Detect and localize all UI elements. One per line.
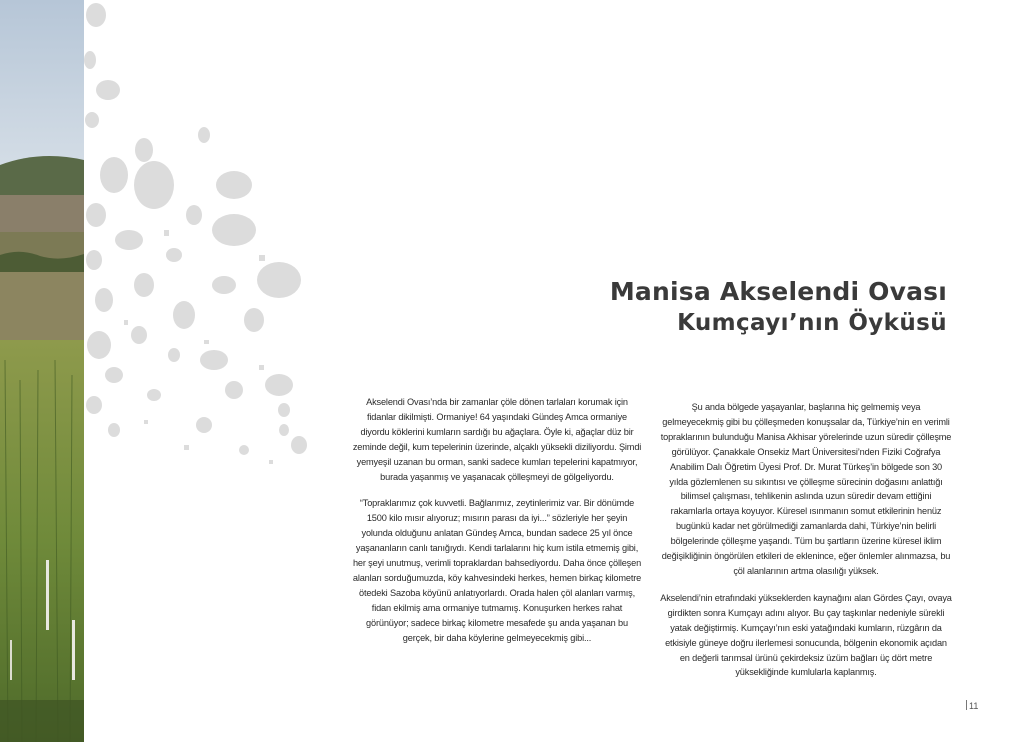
paragraph: Akselendi’nin etrafındaki yükseklerden kaynağını alan Gördes Çayı, ovaya girdikten sonra Kumçayı adını alıyor. Bu çay taşkınlar nedeniyle sürekli yatak değiştirmiş. Kumçayı’nın eski yatağındaki kumların, rüzgârın da etkisiyle güneye doğru ilerlemesi sonucunda, bölgenin ekonomik açıdan en değerli tarımsal ürünü çekirdeksiz üzüm bağları üç dört metre yüksekliğinde kumlularla kaplanmış. xyxy=(660,592,952,678)
article-title: Manisa Akselendi Ovası xyxy=(609,277,947,306)
page-number-value: 11 xyxy=(969,701,979,711)
page-number xyxy=(966,700,978,711)
article-subtitle: Kumçayı’nın Öyküsü xyxy=(677,310,947,336)
paragraph: Akselendi Ovası’nda bir zamanlar çöle dönen tarlaları korumak için fidanlar dikilmişti. Ormaniye! 64 yaşındaki Gündeş Amca ormaniye diyordu köklerini kumların sardığı bu ağaçlara. Öyle ki, ağaçlar düz bir zeminde değil, kum tepelerinin üzerinde, alçaklı yüksekli diziliyordu. Şimdi yemyeşil uzanan bu orman, sanki sadece kumları tepelerini kapatmıyor, burada yaşanmış ve yaşanacak çölleşmeyi de gölgeliyordu. xyxy=(352,397,642,482)
paragraph: “Topraklarımız çok kuvvetli. Bağlarımız, zeytinlerimiz var. Bir dönümde 1500 kilo mısır alıyoruz; mısırın parası da iyi...” sözleriyle her şeyin yolunda olduğunu anlatan Gündeş Amca, bundan sadece 25 yıl önce yaşananların canlı tanığıydı. Kendi tarlalarını hiç kum istila etmemiş gibi, her şeyi unutmuş, verimli topraklardan bahsediyordu. Daha önce çölleşen alanları sorduğumuzda, köy kahvesindeki herkes, hemen birkaç kilometre ötedeki Sazoba köyünü anlatıyorlardı. Orada halen çöl alanları varmış, fidan ekilmiş ama ormaniye tutmamış. Konuşurken herkes rahat görünüyor; sadece birkaç kilometre mesafede şu anda yaşanan bu gerçek, bir daha köylerine gelmeyecekmiş gibi... xyxy=(352,498,642,643)
decorative-splatter xyxy=(84,0,324,470)
paragraph: Şu anda bölgede yaşayanlar, başlarına hiç gelmemiş veya gelmeyecekmiş gibi bu çölleşmeden konuşsalar da, Türkiye’nin en verimli topraklarının bulunduğu Manisa Akhisar yörelerinde uzun süredir çölleşme görülüyor. Çanakkale Onsekiz Mart Üniversitesi’nden Fiziki Coğrafya Anabilim Dalı Öğretim Üyesi Prof. Dr. Murat Türkeş’in bölgede son 30 yılda gözlemlenen su sıkıntısı ve çölleşme sürecinin doğasını anlattığı bilimsel çalışması, tehlikenin aslında uzun süredir devam ettiğini rakamlarla ortaya koyuyor. Küresel ısınmanın somut etkilerinin henüz bugünkü kadar net görülmediği zamanlarda dahi, Türkiye’nin belirli bölgelerinde çölleşme yaşandı. Tüm bu şartların üzerine küresel iklim değişikliğinin öngörülen etkileri de eklenince, eğer önlemler alınmazsa, bu çöl alanlarının artma olasılığı yüksek. xyxy=(660,402,952,576)
page-number-divider xyxy=(966,700,967,710)
article-heading xyxy=(610,276,947,338)
landscape-photo xyxy=(0,0,84,742)
left-text-column xyxy=(352,395,642,658)
right-text-column xyxy=(660,400,952,692)
